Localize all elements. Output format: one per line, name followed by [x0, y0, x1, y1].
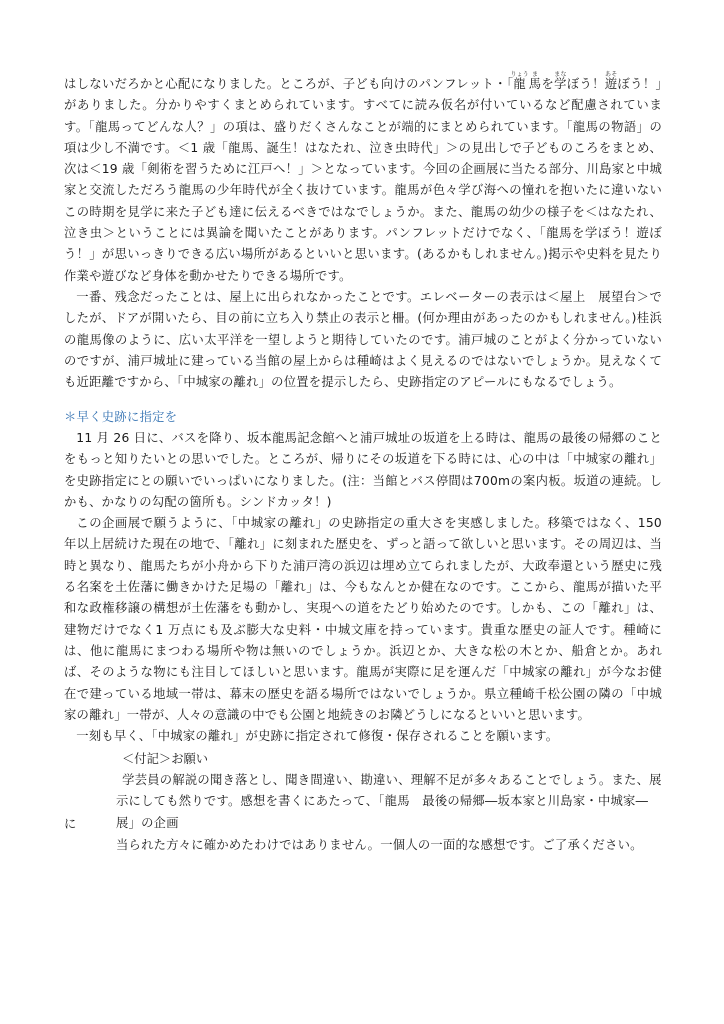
text-run: ぼう！	[566, 77, 605, 91]
note-line-1: 学芸員の解説の聞き落とし、聞き間違い、勘違い、理解不足が多々あることでしょう。また、展示にしても然りです。感想を書くにあたって、「龍馬 最後の帰郷―坂本家と川島家・中城家―展」の企画	[116, 773, 662, 830]
note-line-3: 当られた方々に確かめたわけではありません。一個人の一面的な感想です。ご了承ください。	[116, 838, 643, 852]
note-line-2: に	[64, 817, 77, 831]
paragraph-visit: 11 月 26 日に、バスを降り、坂本龍馬記念館へと浦戸城址の坂道を上る時は、龍馬の最後の帰郷のことをもっと知りたいとの思いでした。ところが、帰りにその坂道を下る時には、心の中は「中城家の離れ」を史跡指定にとの願いでいっぱいになりました。(注：当館とバス停間は700mの案内板。坂道の連続。しかも、かなりの勾配の箇所も。シンドカッタ！)	[64, 431, 662, 509]
ruby-aso: 遊あそ	[604, 71, 618, 91]
section-1	[64, 71, 662, 393]
paragraph-wish: 一刻も早く、「中城家の離れ」が史跡に指定されて修復・保存されることを願います。	[76, 729, 559, 744]
ruby-mana: 学まな	[554, 71, 567, 91]
paragraph-designation: この企画展で願うように、「中城家の離れ」の史跡指定の重大さを実感しました。移築ではなく、150 年以上居続けた現在の地で、「離れ」に刻まれた歴史を、ずっと語って欲しいと思います。その周辺は、当時と異なり、龍馬たちが小舟から下りた浦戸湾の浜辺は埋め立てられましたが、大政奉還という歴史に残る名案を土佐藩に働きかけた足場の「離れ」は、今もなんとか健在なのです。ここから、龍馬が描いた平和な政権移譲の構想が土佐藩をも動かし、実現への道をたどり始めたのです。しかも、この「離れ」は、建物だけでなく1 万点にも及ぶ膨大な史料・中城文庫を持っています。貴重な歴史の証人です。種崎には、他に龍馬にまつわる場所や物は無いのでしょうか。浜辺とか、大きな松の木とか、船倉とか。あれば、そのような物にも注目してほしいと思います。龍馬が実際に足を運んだ「中城家の離れ」が今なお健在で建っている地域一帯は、幕末の歴史を語る場所ではないでしょうか。県立種崎千松公園の隣の「中城家の離れ」一帯が、人々の意識の中でも公園と地続きのお隣どうしになるといいと思います。	[64, 516, 662, 722]
text-run: ぼう！」がありました。分かりやすくまとめられています。すべてに読み仮名が付いているなど配慮されています。「龍馬ってどんな人？」の項は、盛りだくさんなことが端的にまとめられています。「龍馬の物語」の項は少し不満です。＜1 歳「龍馬、誕生！はなたれ、泣き虫時代」＞の見出しで子どものころをまとめ、次は＜19 歳「剣術を習うために江戸へ！」＞となっています。今回の企画展に当たる部分、川島家と中城家と交流しただろう龍馬の少年時代が全く抜けています。龍馬が色々学び海への憧れを抱いたに違いないこの時期を見学に来た子ども達に伝えるべきではなでしょうか。また、龍馬の幼少の様子を＜はなたれ、泣き虫＞ということには異論を聞いたことがあります。パンフレットだけでなく、「龍馬を学ぼう！遊ぼう！」が思いっきりできる広い場所があるといいと思います。(あるかもしれません。)掲示や史料を見たり作業や遊びなど身体を動かせたりできる場所です。	[64, 77, 662, 283]
text-run: を	[541, 77, 555, 91]
section-heading: ＊早く史跡に指定を	[64, 410, 178, 424]
note-title: ＜付記＞お願い	[122, 752, 209, 766]
ruby-ma: 馬ま	[528, 71, 542, 91]
section-2	[64, 407, 662, 747]
ruby-ryou: 龍りょう	[510, 71, 529, 91]
paragraph-pamphlet	[64, 71, 662, 287]
paragraph-rooftop: 一番、残念だったことは、屋上に出られなかったことです。エレベーターの表示は＜屋上 展望台＞でしたが、ドアが開いたら、目の前に立ち入り禁止の表示と柵。(何か理由があったのかもしれません。)桂浜の龍馬像のように、広い太平洋を一望しようと期待していたのです。浦戸城のことがよく分かっていないのですが、浦戸城址に建っている当館の屋上からは種崎はよく見えるのではないでしょうか。見えなくても近距離ですから、「中城家の離れ」の位置を提示したら、史跡指定のアピールにもなるでしょう。	[64, 289, 662, 390]
text-run: はしないだろかと心配になりました。ところが、子ども向けのパンフレット・「	[64, 77, 514, 91]
